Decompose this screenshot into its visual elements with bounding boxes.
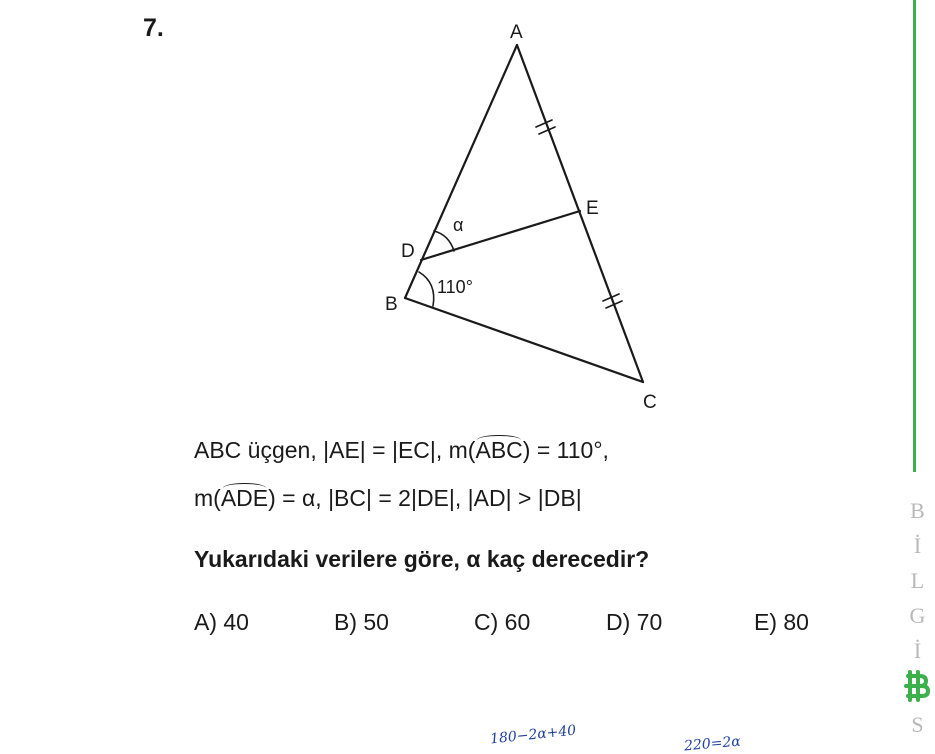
choice-c[interactable]: C) 60 xyxy=(474,609,531,635)
sidebar-letter-s: S xyxy=(911,712,924,737)
choice-e[interactable]: E) 80 xyxy=(754,609,809,635)
vertex-label-b: B xyxy=(385,294,398,315)
angle-abc-hat: ABC xyxy=(475,437,523,463)
angle-arc-b xyxy=(419,272,434,306)
angle-arc-alpha xyxy=(434,231,454,251)
vertex-label-d: D xyxy=(401,241,415,262)
question-number: 7. xyxy=(143,14,164,42)
choice-a[interactable]: A) 40 xyxy=(194,609,249,635)
handwritten-note-2: 220=2α xyxy=(683,733,742,754)
angle-label-b: 110° xyxy=(437,277,473,297)
sidebar-letter: G xyxy=(909,603,926,628)
brand-logo-icon xyxy=(898,668,934,704)
given-line-1: ABC üçgen, |AE| = |EC|, m(ABC) = 110°, xyxy=(194,437,609,463)
tick-ae xyxy=(536,120,555,134)
vertex-label-e: E xyxy=(586,198,599,219)
choice-d[interactable]: D) 70 xyxy=(606,609,663,635)
vertex-label-a: A xyxy=(510,22,523,43)
sidebar-letter: İ xyxy=(913,533,922,558)
green-margin-line xyxy=(913,0,916,472)
side-bc xyxy=(405,298,643,382)
sidebar-letter: B xyxy=(910,498,925,523)
question-prompt: Yukarıdaki verilere göre, α kaç derecedir? xyxy=(194,546,650,572)
vertex-label-c: C xyxy=(643,392,657,413)
handwritten-note-1: 180−2α+40 xyxy=(489,722,577,748)
side-ac xyxy=(517,45,643,382)
given-line-2: m(ADE) = α, |BC| = 2|DE|, |AD| > |DB| xyxy=(194,485,582,511)
angle-ade-hat: ADE xyxy=(220,485,269,511)
sidebar-letter: İ xyxy=(913,638,922,663)
sidebar-brand-letters xyxy=(900,493,935,668)
sidebar-letter: L xyxy=(910,568,925,593)
choice-b[interactable]: B) 50 xyxy=(334,609,389,635)
angle-label-alpha: α xyxy=(453,215,464,235)
